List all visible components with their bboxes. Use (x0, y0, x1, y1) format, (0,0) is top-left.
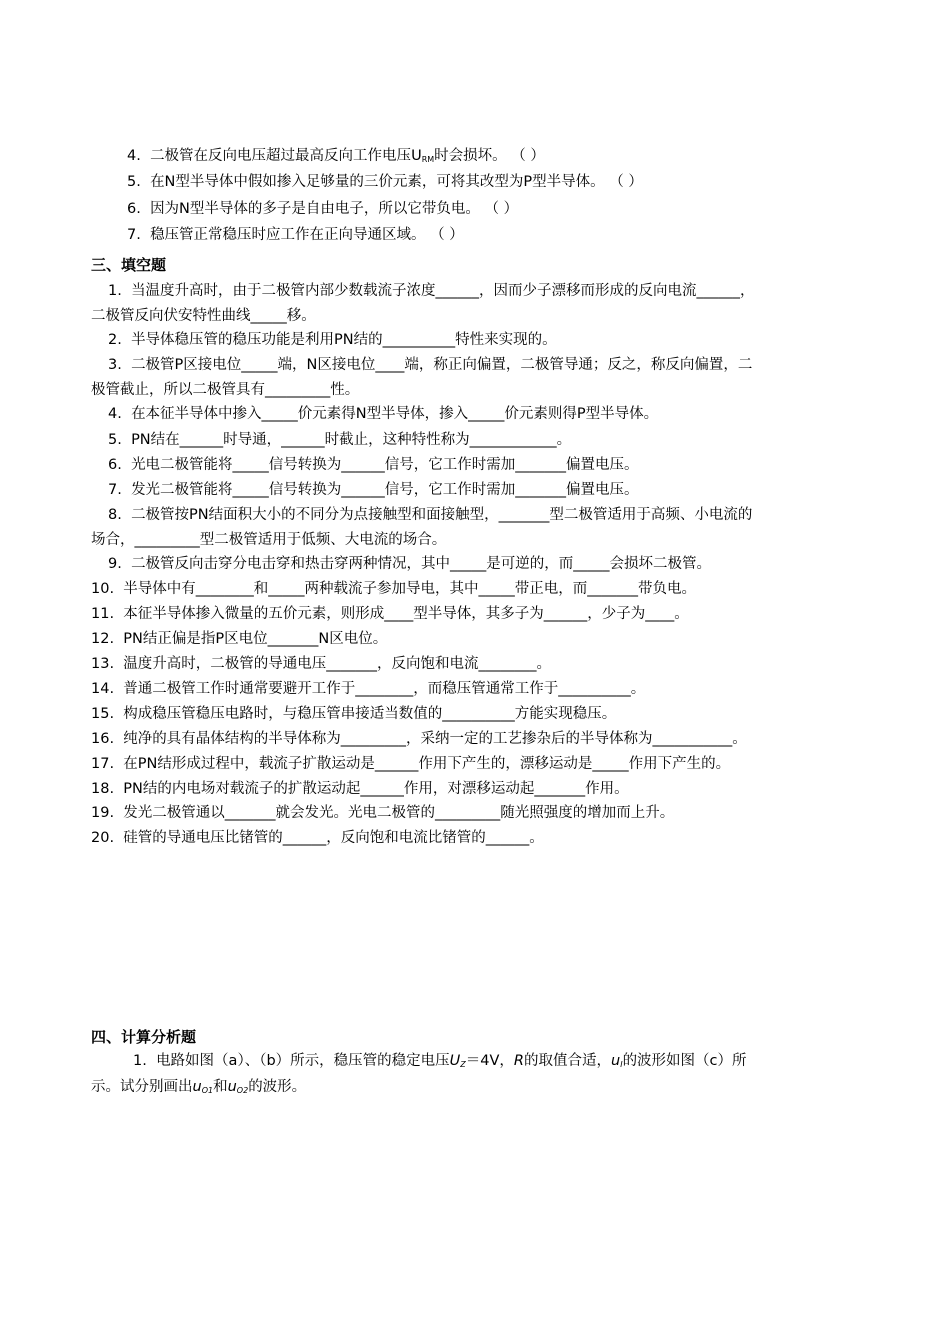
spacer (114, 581, 123, 597)
fill-item-text: PN结的内电场对载流子的扩散运动起______作用，对漂移运动起_______作用。 (123, 781, 629, 797)
fill-item-2 (108, 330, 557, 350)
fill-item-text: 二极管按PN结面积大小的不同分为点接触型和面接触型，_______型二极管适用于高频、小电流的 (131, 507, 753, 523)
fill-item-number: 18. (91, 781, 115, 797)
fill-item-1-cont: 二极管反向伏安特性曲线_____移。 (91, 308, 316, 324)
fill-item-text: PN结在______时导通，______时截止，这种特性称为____________。 (131, 432, 572, 448)
spacer (114, 631, 123, 647)
fill-item-18 (91, 779, 629, 799)
fill-item-text: 构成稳压管稳压电路时，与稳压管串接适当数值的__________方能实现稳压。 (123, 706, 617, 722)
fill-item-10 (91, 579, 696, 599)
fill-item-text: 硅管的导通电压比锗管的______，反向饱和电流比锗管的______。 (123, 830, 544, 846)
spacer (114, 805, 123, 821)
fill-item-number: 17. (91, 756, 115, 772)
spacer (114, 656, 123, 672)
fill-item-text: 半导体稳压管的稳压功能是利用PN结的__________特性来实现的。 (131, 332, 557, 348)
spacer (114, 756, 123, 772)
fill-item-number: 6. (108, 457, 122, 473)
fill-item-13 (91, 654, 551, 674)
fill-item-number: 2. (108, 332, 122, 348)
fill-item-11 (91, 604, 689, 624)
section-3-title: 三、填空题 (91, 256, 167, 274)
spacer (114, 731, 123, 747)
fill-item-number: 11. (91, 606, 115, 622)
tf-item-5: 5. 在N型半导体中假如掺入足够量的三价元素，可将其改型为P型半导体。 （ ） (127, 174, 643, 190)
spacer (122, 432, 131, 448)
fill-item-14 (91, 679, 645, 699)
tf-item-7: 7. 稳压管正常稳压时应工作在正向导通区域。 （ ） (127, 227, 464, 243)
fill-item-text: 当温度升高时，由于二极管内部少数载流子浓度______，因而少子漂移而形成的反向电流______， (131, 283, 755, 299)
fill-item-text: 在本征半导体中掺入_____价元素得N型半导体，掺入_____价元素则得P型半导体。 (131, 406, 659, 422)
spacer (122, 482, 131, 498)
spacer (122, 556, 131, 572)
spacer (114, 706, 123, 722)
tf-item-4: 4. 二极管在反向电压超过最高反向工作电压$U_{RM}$时会损坏。 （ ） (127, 148, 545, 164)
fill-item-text: 本征半导体掺入微量的五价元素，则形成____型半导体，其多子为______，少子为____。 (123, 606, 689, 622)
fill-item-number: 3. (108, 357, 122, 373)
fill-item-number: 15. (91, 706, 115, 722)
fill-item-4 (108, 404, 658, 424)
spacer (122, 283, 131, 299)
spacer (114, 606, 123, 622)
fill-item-number: 7. (108, 482, 122, 498)
fill-item-text: 纯净的具有晶体结构的半导体称为_________，采纳一定的工艺掺杂后的半导体称为___________。 (123, 731, 747, 747)
fill-item-number: 14. (91, 681, 115, 697)
fill-item-number: 20. (91, 830, 115, 846)
fill-item-number: 12. (91, 631, 115, 647)
fill-item-1 (108, 281, 755, 301)
fill-item-text: 普通二极管工作时通常要避开工作于________，而稳压管通常工作于__________。 (123, 681, 646, 697)
fill-item-number: 8. (108, 507, 122, 523)
fill-item-text: PN结正偏是指P区电位_______N区电位。 (123, 631, 388, 647)
fill-item-19 (91, 803, 674, 823)
spacer (122, 332, 131, 348)
fill-item-number: 19. (91, 805, 115, 821)
fill-item-number: 5. (108, 432, 122, 448)
fill-item-text: 二极管反向击穿分电击穿和热击穿两种情况，其中_____是可逆的，而_____会损坏二极管。 (131, 556, 712, 572)
spacer (122, 357, 131, 373)
calc-question-1: 1. 电路如图（a）、（b）所示，稳压管的稳定电压$U_Z=4V$，R的取值合适，$u_I$的波形如图（c）所 (133, 1053, 747, 1069)
fill-item-12 (91, 629, 387, 649)
spacer (122, 457, 131, 473)
fill-item-text: 发光二极管能将_____信号转换为______信号，它工作时需加_______偏置电压。 (131, 482, 639, 498)
spacer (122, 406, 131, 422)
fill-item-number: 10. (91, 581, 115, 597)
fill-item-number: 4. (108, 406, 122, 422)
fill-item-6 (108, 455, 639, 475)
fill-item-text: 半导体中有________和_____两种载流子参加导电，其中_____带正电，而_______带负电。 (123, 581, 697, 597)
tf-item-6: 6. 因为N型半导体的多子是自由电子，所以它带负电。 （ ） (127, 201, 519, 217)
fill-item-text: 二极管P区接电位_____端，N区接电位____端，称正向偏置，二极管导通；反之，称反向偏置，二 (131, 357, 753, 373)
fill-item-9 (108, 554, 711, 574)
fill-item-text: 在PN结形成过程中，载流子扩散运动是______作用下产生的，漂移运动是_____作用下产生的。 (123, 756, 731, 772)
fill-item-number: 13. (91, 656, 115, 672)
fill-item-3-cont: 极管截止，所以二极管具有_________性。 (91, 382, 360, 398)
section-4-title: 四、计算分析题 (91, 1028, 197, 1046)
fill-item-number: 16. (91, 731, 115, 747)
spacer (114, 830, 123, 846)
fill-item-text: 光电二极管能将_____信号转换为______信号，它工作时需加_______偏置电压。 (131, 457, 639, 473)
fill-item-16 (91, 729, 747, 749)
fill-item-number: 1. (108, 283, 122, 299)
fill-item-number: 9. (108, 556, 122, 572)
fill-item-15 (91, 704, 616, 724)
fill-item-8 (108, 505, 752, 525)
fill-item-8-cont: 场合，_________型二极管适用于低频、大电流的场合。 (91, 532, 447, 548)
fill-item-3 (108, 355, 752, 375)
fill-item-text: 温度升高时，二极管的导通电压_______，反向饱和电流________。 (123, 656, 552, 672)
spacer (114, 781, 123, 797)
fill-item-text: 发光二极管通以_______就会发光。光电二极管的_________随光照强度的增加而上升。 (123, 805, 675, 821)
spacer (122, 507, 131, 523)
spacer (114, 681, 123, 697)
fill-item-17 (91, 754, 730, 774)
fill-item-7 (108, 480, 639, 500)
fill-item-20 (91, 828, 544, 848)
calc-question-1-cont: 示。试分别画出$u_{O1}$和$u_{O2}$的波形。 (91, 1079, 307, 1095)
fill-item-5 (108, 430, 571, 450)
